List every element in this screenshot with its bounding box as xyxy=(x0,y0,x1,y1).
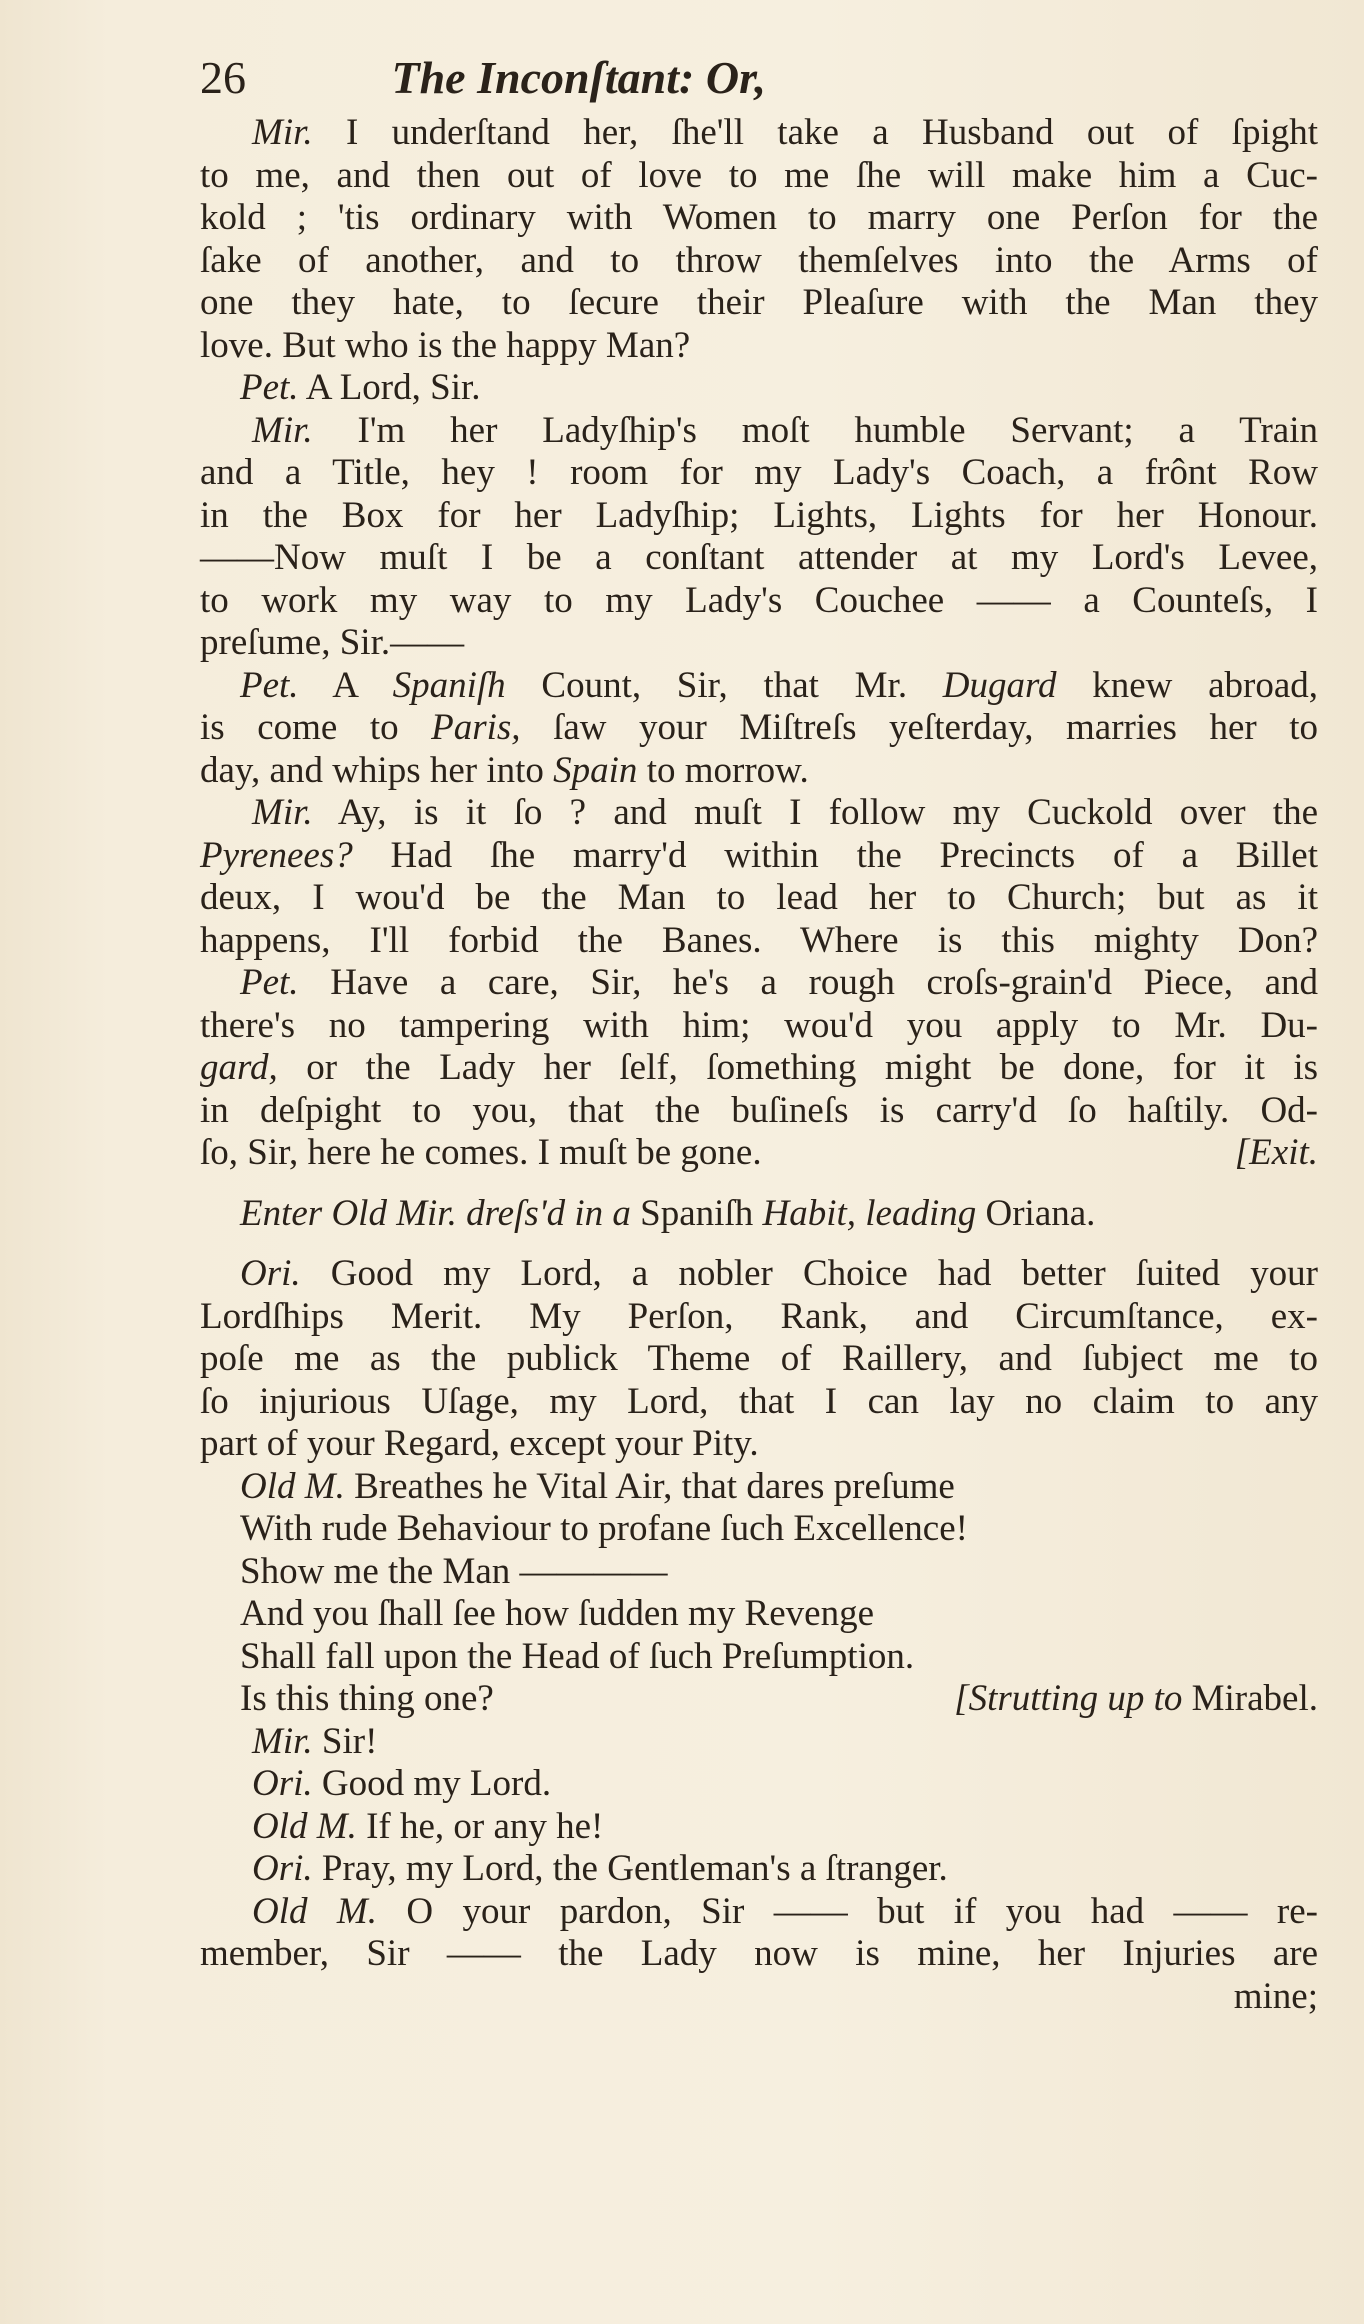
speaker-label: Pet. xyxy=(240,962,299,1003)
text-line xyxy=(200,452,1318,495)
text-line xyxy=(200,920,1318,963)
line-text: Sir! xyxy=(321,1720,378,1762)
line-text: there's no tampering with him; wou'd you apply to Mr. Du- xyxy=(200,1004,1318,1046)
text-line xyxy=(200,1253,1318,1296)
stage-direction: [Exit. xyxy=(1234,1132,1318,1173)
verse-line xyxy=(200,1636,1318,1679)
italic-text: Dugard xyxy=(942,664,1057,706)
text-line xyxy=(200,112,1318,155)
text-line xyxy=(200,1891,1318,1934)
text-line xyxy=(200,282,1318,325)
line-text: With rude Behaviour to profane ſuch Excellence! xyxy=(240,1508,968,1549)
line-text: Spaniſh xyxy=(640,1192,754,1234)
text-line xyxy=(200,495,1318,538)
text-line xyxy=(200,240,1318,283)
line-text: I'm her Ladyſhip's moſt humble Servant; a Train xyxy=(357,409,1318,451)
verse-line xyxy=(200,1593,1318,1636)
line-text: A Lord, Sir. xyxy=(305,367,481,408)
text-line xyxy=(200,580,1318,623)
italic-text: Pyrenees? xyxy=(200,834,353,876)
line-text: love. But who is the happy Man? xyxy=(200,324,691,366)
text-line xyxy=(200,197,1318,240)
text-line xyxy=(200,877,1318,920)
text-line xyxy=(200,835,1318,878)
line-text: day, and whips her into xyxy=(200,749,544,791)
line-text: Had ſhe marry'd within the Precincts of a Billet xyxy=(390,834,1318,876)
line-text: Good my Lord. xyxy=(321,1763,552,1804)
text-line xyxy=(200,1423,1318,1466)
catchword xyxy=(200,1976,1318,2019)
text-line xyxy=(200,1381,1318,1424)
verse-line xyxy=(200,1466,1318,1509)
page-number: 26 xyxy=(200,52,246,103)
italic-text: Spain xyxy=(553,749,638,791)
line-text: Breathes he Vital Air, that dares preſume xyxy=(354,1465,955,1507)
text-line xyxy=(200,1848,1318,1891)
line-text: preſume, Sir.—— xyxy=(200,622,465,663)
line-text: Lordſhips Merit. My Perſon, Rank, and Circumſtance, ex- xyxy=(200,1295,1318,1337)
text-line xyxy=(200,750,1318,793)
line-text: part of your Regard, except your Pity. xyxy=(200,1423,759,1464)
line-text: ſaw your Miſtreſs yeſterday, marries her to xyxy=(553,707,1319,748)
line-text: kold ; 'tis ordinary with Women to marry one Perſon for the xyxy=(200,197,1318,238)
speaker-label: Old M. xyxy=(252,1890,377,1932)
verse-line xyxy=(200,1551,1318,1594)
text-line xyxy=(200,1047,1318,1090)
text-line xyxy=(200,325,1318,368)
stage-direction xyxy=(954,1678,1318,1721)
speaker-label: Mir. xyxy=(252,792,313,833)
play-text xyxy=(200,112,1318,2018)
line-text: Count, Sir, that Mr. xyxy=(541,664,908,706)
speaker-label: Mir. xyxy=(252,112,313,153)
speaker-label: Old M. xyxy=(240,1465,345,1507)
text-line xyxy=(200,622,1318,665)
stage-direction-line xyxy=(200,1193,1318,1236)
line-text: Is this thing one? xyxy=(240,1678,494,1719)
verse-line xyxy=(200,1678,1318,1721)
line-text: ſo, Sir, here he comes. I muſt be gone. xyxy=(200,1132,762,1173)
line-text: Have a care, Sir, he's a rough croſs-grain'd Piece, and xyxy=(330,962,1318,1003)
text-line xyxy=(200,1806,1318,1849)
text-line xyxy=(200,792,1318,835)
line-text: poſe me as the publick Theme of Raillery, and ſubject me to xyxy=(200,1338,1318,1379)
line-text: And you ſhall ſee how ſudden my Revenge xyxy=(240,1593,875,1634)
line-text: to me, and then out of love to me ſhe will make him a Cuc- xyxy=(200,154,1318,196)
text-line xyxy=(200,155,1318,198)
line-text: A xyxy=(332,664,357,706)
line-text: to work my way to my Lady's Couchee —— a Counteſs, I xyxy=(200,579,1318,621)
line-text: in deſpight to you, that the buſineſs is carry'd ſo haſtily. Od- xyxy=(200,1089,1318,1131)
italic-text: gard, xyxy=(200,1047,278,1088)
line-text: or the Lady her ſelf, ſomething might be done, for it is xyxy=(306,1047,1319,1088)
text-line xyxy=(200,367,1318,410)
text-line xyxy=(200,410,1318,453)
line-text: and a Title, hey ! room for my Lady's Coach, a frônt Row xyxy=(200,452,1318,493)
speaker-label: Ori. xyxy=(252,1763,313,1804)
italic-text: [Strutting up to xyxy=(954,1678,1183,1719)
line-text: is come to xyxy=(200,707,399,748)
text-line xyxy=(200,1721,1318,1764)
speaker-label: Ori. xyxy=(240,1253,301,1294)
italic-text: Spaniſh xyxy=(392,664,506,706)
speaker-label: Mir. xyxy=(252,1720,313,1762)
line-text: ſo injurious Uſage, my Lord, that I can lay no claim to any xyxy=(200,1380,1318,1422)
line-text: member, Sir —— the Lady now is mine, her Injuries are xyxy=(200,1933,1318,1974)
text-line xyxy=(200,1132,1318,1175)
line-text: ——Now muſt I be a conſtant attender at my Lord's Levee, xyxy=(200,537,1318,578)
text-line xyxy=(200,1090,1318,1133)
page-header xyxy=(200,48,1340,108)
line-text: Ay, is it ſo ? and muſt I follow my Cuckold over the xyxy=(337,792,1318,833)
line-text: deux, I wou'd be the Man to lead her to Church; but as it xyxy=(200,877,1318,918)
line-text: Mirabel. xyxy=(1191,1678,1318,1719)
line-text: knew abroad, xyxy=(1092,664,1318,706)
running-title: The Inconſtant: Or, xyxy=(391,52,766,103)
text-line xyxy=(200,537,1318,580)
line-text: O your pardon, Sir —— but if you had —— re- xyxy=(406,1890,1318,1932)
line-text: one they hate, to ſecure their Pleaſure with the Man they xyxy=(200,282,1318,323)
text-line xyxy=(200,707,1318,750)
line-text: happens, I'll forbid the Banes. Where is this mighty Don? xyxy=(200,919,1318,961)
text-line xyxy=(200,1338,1318,1381)
line-text: I underſtand her, ſhe'll take a Husband out of ſpight xyxy=(346,112,1318,153)
verse-line xyxy=(200,1508,1318,1551)
speaker-label: Old M. xyxy=(252,1805,357,1847)
speaker-label: Ori. xyxy=(252,1848,313,1889)
speaker-label: Pet. xyxy=(240,367,299,408)
line-text: Shall fall upon the Head of ſuch Preſumption. xyxy=(240,1635,915,1677)
line-text: to morrow. xyxy=(646,749,809,791)
italic-text: Habit, leading xyxy=(762,1192,977,1234)
line-text: If he, or any he! xyxy=(366,1805,604,1847)
line-text: Good my Lord, a nobler Choice had better ſuited your xyxy=(330,1253,1319,1294)
text-line xyxy=(200,665,1318,708)
line-text: mine; xyxy=(1233,1975,1318,2017)
line-text: in the Box for her Ladyſhip; Lights, Lights for her Honour. xyxy=(200,494,1318,536)
speaker-label: Pet. xyxy=(240,664,299,706)
italic-text: Paris, xyxy=(431,707,521,748)
line-text: Show me the Man ———— xyxy=(240,1550,668,1592)
text-line xyxy=(200,1005,1318,1048)
text-line xyxy=(200,1933,1318,1976)
text-line xyxy=(200,1296,1318,1339)
line-text: Pray, my Lord, the Gentleman's a ſtranger. xyxy=(321,1848,948,1889)
text-line xyxy=(200,962,1318,1005)
italic-text: Enter Old Mir. dreſs'd in a xyxy=(240,1192,631,1234)
speaker-label: Mir. xyxy=(252,409,313,451)
line-text: ſake of another, and to throw themſelves into the Arms of xyxy=(200,239,1318,281)
text-line xyxy=(200,1763,1318,1806)
line-text: Oriana. xyxy=(985,1192,1096,1234)
